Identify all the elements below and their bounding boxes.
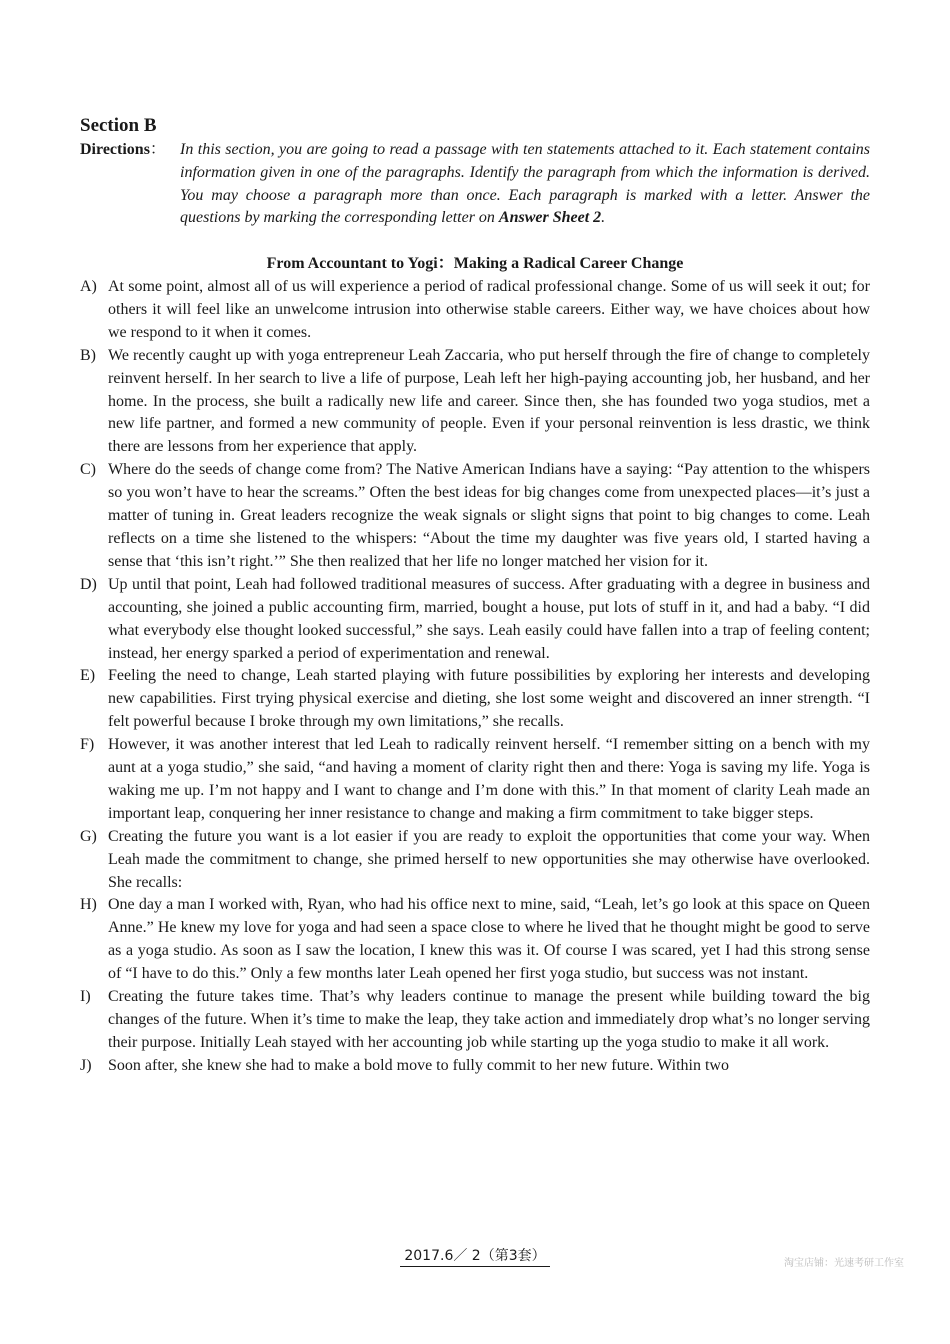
paragraph-text: At some point, almost all of us will experience a period of radical professional change. Some of us will seek it out; for others it will feel like an unwelcome intrusion into otherwise stable careers. Either way, we have choices about how we respond to it when it comes. [108,278,870,341]
article-title: From Accountant to Yogi：Making a Radical Career Change [266,255,684,272]
paragraph-text: Feeling the need to change, Leah started playing with future possibilities by exploring her interests and developing new capabilities. First trying physical exercise and dieting, she lost some weight and discovered an inner strength. “I felt powerful because I broke through my own limitations,” she recalls. [108,667,870,731]
paragraph-h [80,894,870,986]
paragraph-letter: B) [80,346,96,364]
paragraph-c [80,459,870,574]
paragraph-b [80,345,870,460]
paragraph-text: Where do the seeds of change come from? The Native American Indians have a saying: “Pay attention to the whispers so you won’t have to hear the screams.” Often the best ideas for big changes come from unexpected places—it’s just a matter of tuning in. Great leaders recognize the weak signals or slight signs that point to big changes to come. Leah reflects on a time she listened to the whispers: “About the time my daughter was five years old, I started having a sense that ‘this isn’t right.’” She then realized that her life no longer matched her vision for it. [108,461,870,570]
paragraph-letter: C) [80,461,96,479]
directions-block [80,139,870,230]
directions-body: In this section, you are going to read a passage with ten statements attached to it. Each statement contains information given in one of the paragraphs. Identify the paragraph from which the information is derived. You may choose a paragraph more than once. Each paragraph is marked with a letter. Answer the questions by marking the corresponding letter on [180,141,870,227]
shop-watermark: 淘宝店铺：光速考研工作室 [784,1258,904,1269]
paragraph-letter: F) [80,736,95,754]
paragraph-letter: I) [80,988,91,1006]
paragraph-letter: J) [80,1056,92,1074]
directions-label [80,139,166,162]
paragraph-text: Creating the future you want is a lot easier if you are ready to exploit the opportunities that come your way. When Leah made the commitment to change, she primed herself to new opportunities she may otherwise have overlooked. She recalls: [108,827,870,891]
answer-sheet-ref: Answer Sheet 2 [498,209,602,227]
paragraph-j [80,1055,870,1078]
paragraph-letter: D) [80,575,97,593]
paragraph-text: Soon after, she knew she had to make a bold move to fully commit to her new future. Within two [108,1056,729,1074]
paragraph-i [80,986,870,1055]
paragraph-d [80,574,870,666]
section-title: Section B [80,115,157,136]
paragraph-letter: A) [80,278,97,295]
directions-colon: ： [149,141,166,158]
directions-end: . [601,209,606,227]
paragraph-text: Up until that point, Leah had followed traditional measures of success. After graduating with a degree in business and accounting, she joined a public accounting firm, married, bought a house, put lots of stuff in it, and had a baby. “I did what everybody else thought looked successful,” she says. Leah easily could have fallen into a trap of feeling content; instead, her energy sparked a period of experimentation and renewal. [108,575,870,662]
paragraph-g [80,826,870,895]
directions-text [180,139,870,230]
paragraph-letter: H) [80,896,97,914]
paragraph-a [80,276,870,345]
paragraph-text: We recently caught up with yoga entrepreneur Leah Zaccaria, who put herself through the fire of change to completely reinvent herself. In her search to live a life of purpose, Leah left her high-paying accounting job, her husband, and her home. In the process, she built a radically new life and career. Since then, she has founded two yoga studios, met a new life partner, and formed a new community of people. Even if your personal reinvention is less drastic, we think there are lessons from her experience that apply. [108,346,870,456]
paragraph-text: However, it was another interest that led Leah to radically reinvent herself. “I remember sitting on a bench with my aunt at a yoga studio,” she said, “and having a moment of clarity right then and there: Yoga is saving my life. Yoga is waking me up. I’m not happy and I want to change and I’m done with this.” In that moment of clarity Leah made an important leap, conquering her inner resistance to change and making a firm commitment to take bigger steps. [108,736,870,822]
paragraph-f [80,734,870,826]
paragraph-text: Creating the future takes time. That’s why leaders continue to manage the present while building toward the big changes of the future. When it’s time to make the leap, they take action and immediately drop what’s no longer serving their purpose. Initially Leah stayed with her accounting job while starting up the yoga studio to make it all work. [108,988,870,1051]
paragraph-e [80,665,870,734]
article-paragraphs [80,276,870,1078]
page-number: 2017.6／ 2（第3套） [400,1247,549,1267]
paragraph-letter: G) [80,827,97,845]
directions-label-text: Directions [80,141,150,158]
paragraph-text: One day a man I worked with, Ryan, who had his office next to mine, said, “Leah, let’s go look at this space on Queen Anne.” He knew my love for yoga and had seen a space close to where he lived that he thought might be good to serve as a yoga studio. As soon as I saw the location, I knew this was it. Of course I was scared, yet I had this strong sense of “I have to do this.” Only a few months later Leah opened her first yoga studio, but success was not instant. [108,896,870,983]
paragraph-letter: E) [80,667,96,685]
